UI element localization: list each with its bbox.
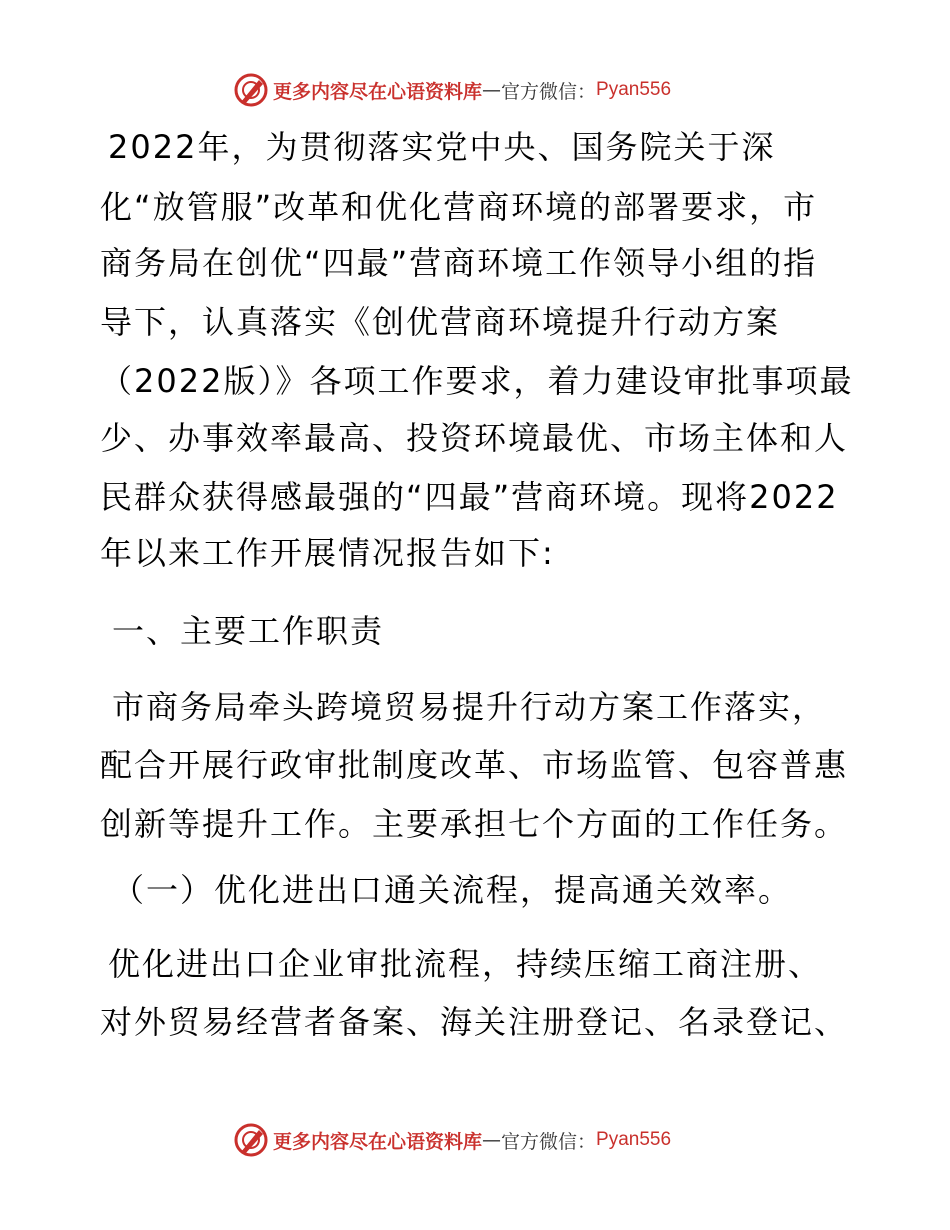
watermark-wechat-label: 官方微信： (501, 80, 597, 103)
watermark-wechat-id: Pyan556 (596, 79, 672, 100)
section-heading: 一、主要工作职责 (112, 612, 385, 650)
watermark-site-text: 更多内容尽在心语资料库 (273, 1130, 483, 1153)
watermark-wechat-id: Pyan556 (596, 1129, 672, 1150)
text-line: 优化进出口企业审批流程，持续压缩工商注册、 (108, 945, 823, 983)
text-line: 对外贸易经营者备案、海关注册登记、名录登记、 (100, 1003, 849, 1041)
text-line: 2022年，为贯彻落实党中央、国务院关于深 (108, 128, 776, 166)
subsection-heading: （一）优化进出口通关流程，提高通关效率。 (112, 871, 793, 909)
text-line: 导下，认真落实《创优营商环境提升行动方案 (100, 303, 781, 341)
text-line: 少、办事效率最高、投资环境最优、市场主体和人 (100, 419, 849, 457)
watermark-wechat-label: 官方微信： (501, 1130, 597, 1153)
text-line: （2022版）》各项工作要求，着力建设审批事项最 (100, 362, 854, 400)
text-line: 民群众获得感最强的“四最”营商环境。现将2022 (100, 478, 839, 516)
pen-logo-icon (233, 1122, 269, 1158)
watermark-footer (233, 1120, 713, 1160)
text-line: 市商务局牵头跨境贸易提升行动方案工作落实， (112, 688, 827, 726)
text-line: 商务局在创优“四最”营商环境工作领导小组的指 (100, 244, 818, 282)
watermark-site-text: 更多内容尽在心语资料库 (273, 80, 483, 103)
watermark-dash: — (482, 1129, 502, 1151)
watermark-dash: — (482, 79, 502, 101)
watermark-header (233, 70, 713, 110)
text-line: 配合开展行政审批制度改革、市场监管、包容普惠 (100, 746, 849, 784)
text-line: 化“放管服”改革和优化营商环境的部署要求，市 (100, 188, 818, 226)
text-line: 年以来工作开展情况报告如下: (100, 534, 555, 572)
pen-logo-icon (233, 72, 269, 108)
text-line: 创新等提升工作。主要承担七个方面的工作任务。 (100, 805, 849, 843)
